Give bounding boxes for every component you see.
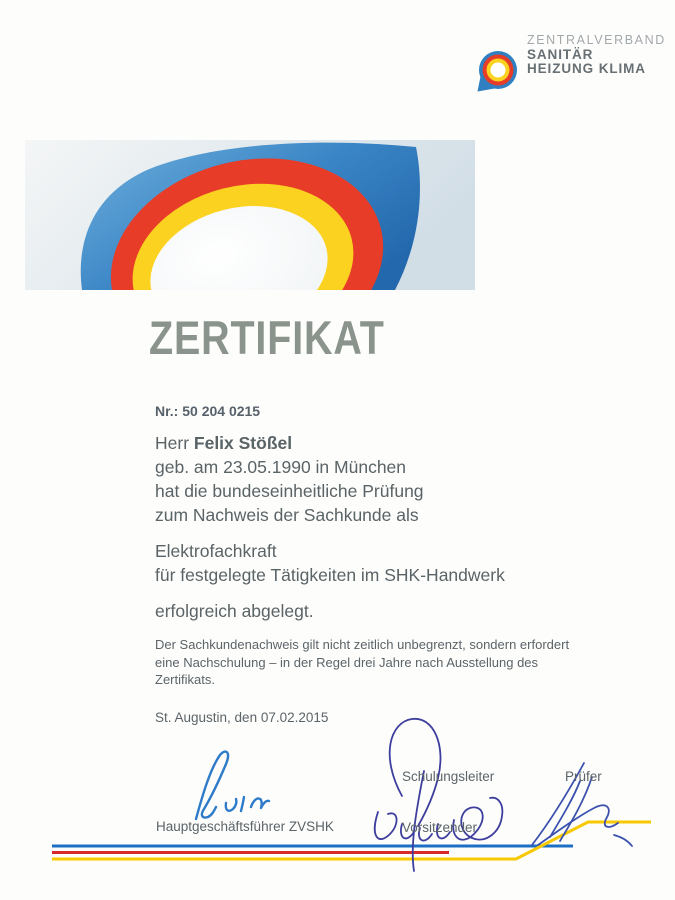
recipient-name: Felix Stößel (193, 433, 293, 453)
brand-sanitaer: SANITÄR (527, 46, 594, 62)
qualification-block (155, 539, 505, 587)
brand-heizung-klima: HEIZUNG KLIMA (527, 61, 646, 76)
qualification-line-1: Elektrofachkraft (155, 541, 277, 561)
statement-line-2: zum Nachweis der Sachkunde als (155, 505, 419, 525)
recipient-block (155, 431, 424, 527)
place-date-line: St. Augustin, den 07.02.2015 (155, 710, 329, 725)
statement-line-1: hat die bundeseinheitliche Prüfung (155, 481, 424, 501)
label-schulungsleiter: Schulungsleiter (402, 769, 495, 784)
note-line-2: eine Nachschulung – in der Regel drei Jahre nach Ausstellung des (155, 654, 539, 670)
note-line-1: Der Sachkundenachweis gilt nicht zeitlich unbegrenzt, sondern erfordert (155, 637, 570, 652)
certificate-title: ZERTIFIKAT (149, 311, 385, 364)
certificate-number: Nr.: 50 204 0215 (155, 403, 261, 419)
validity-note (155, 636, 569, 689)
brand-wordmark (527, 33, 666, 77)
qualification-line-2: für festgelegte Tätigkeiten im SHK-Handwerk (155, 565, 505, 585)
note-line-3: Zertifikats. (155, 672, 215, 687)
zvshk-drop-icon (476, 50, 518, 94)
salutation: Herr (155, 433, 194, 453)
recipient-name-line (155, 431, 424, 455)
label-hauptgeschaeftsfuehrer: Hauptgeschäftsführer ZVSHK (156, 819, 334, 834)
signature-schulungsleiter-vorsitzender (350, 716, 515, 874)
label-vorsitzender: Vorsitzender (402, 820, 478, 835)
signature-hauptgeschaeftsfuehrer (186, 747, 281, 822)
brand-org-name: ZENTRALVERBAND (527, 33, 666, 47)
label-pruefer: Prüfer (565, 769, 602, 784)
banner-logo-image (25, 140, 475, 290)
birth-line: geb. am 23.05.1990 in München (155, 457, 407, 477)
zvshk-brand (476, 33, 666, 94)
result-line: erfolgreich abgelegt. (155, 601, 314, 621)
